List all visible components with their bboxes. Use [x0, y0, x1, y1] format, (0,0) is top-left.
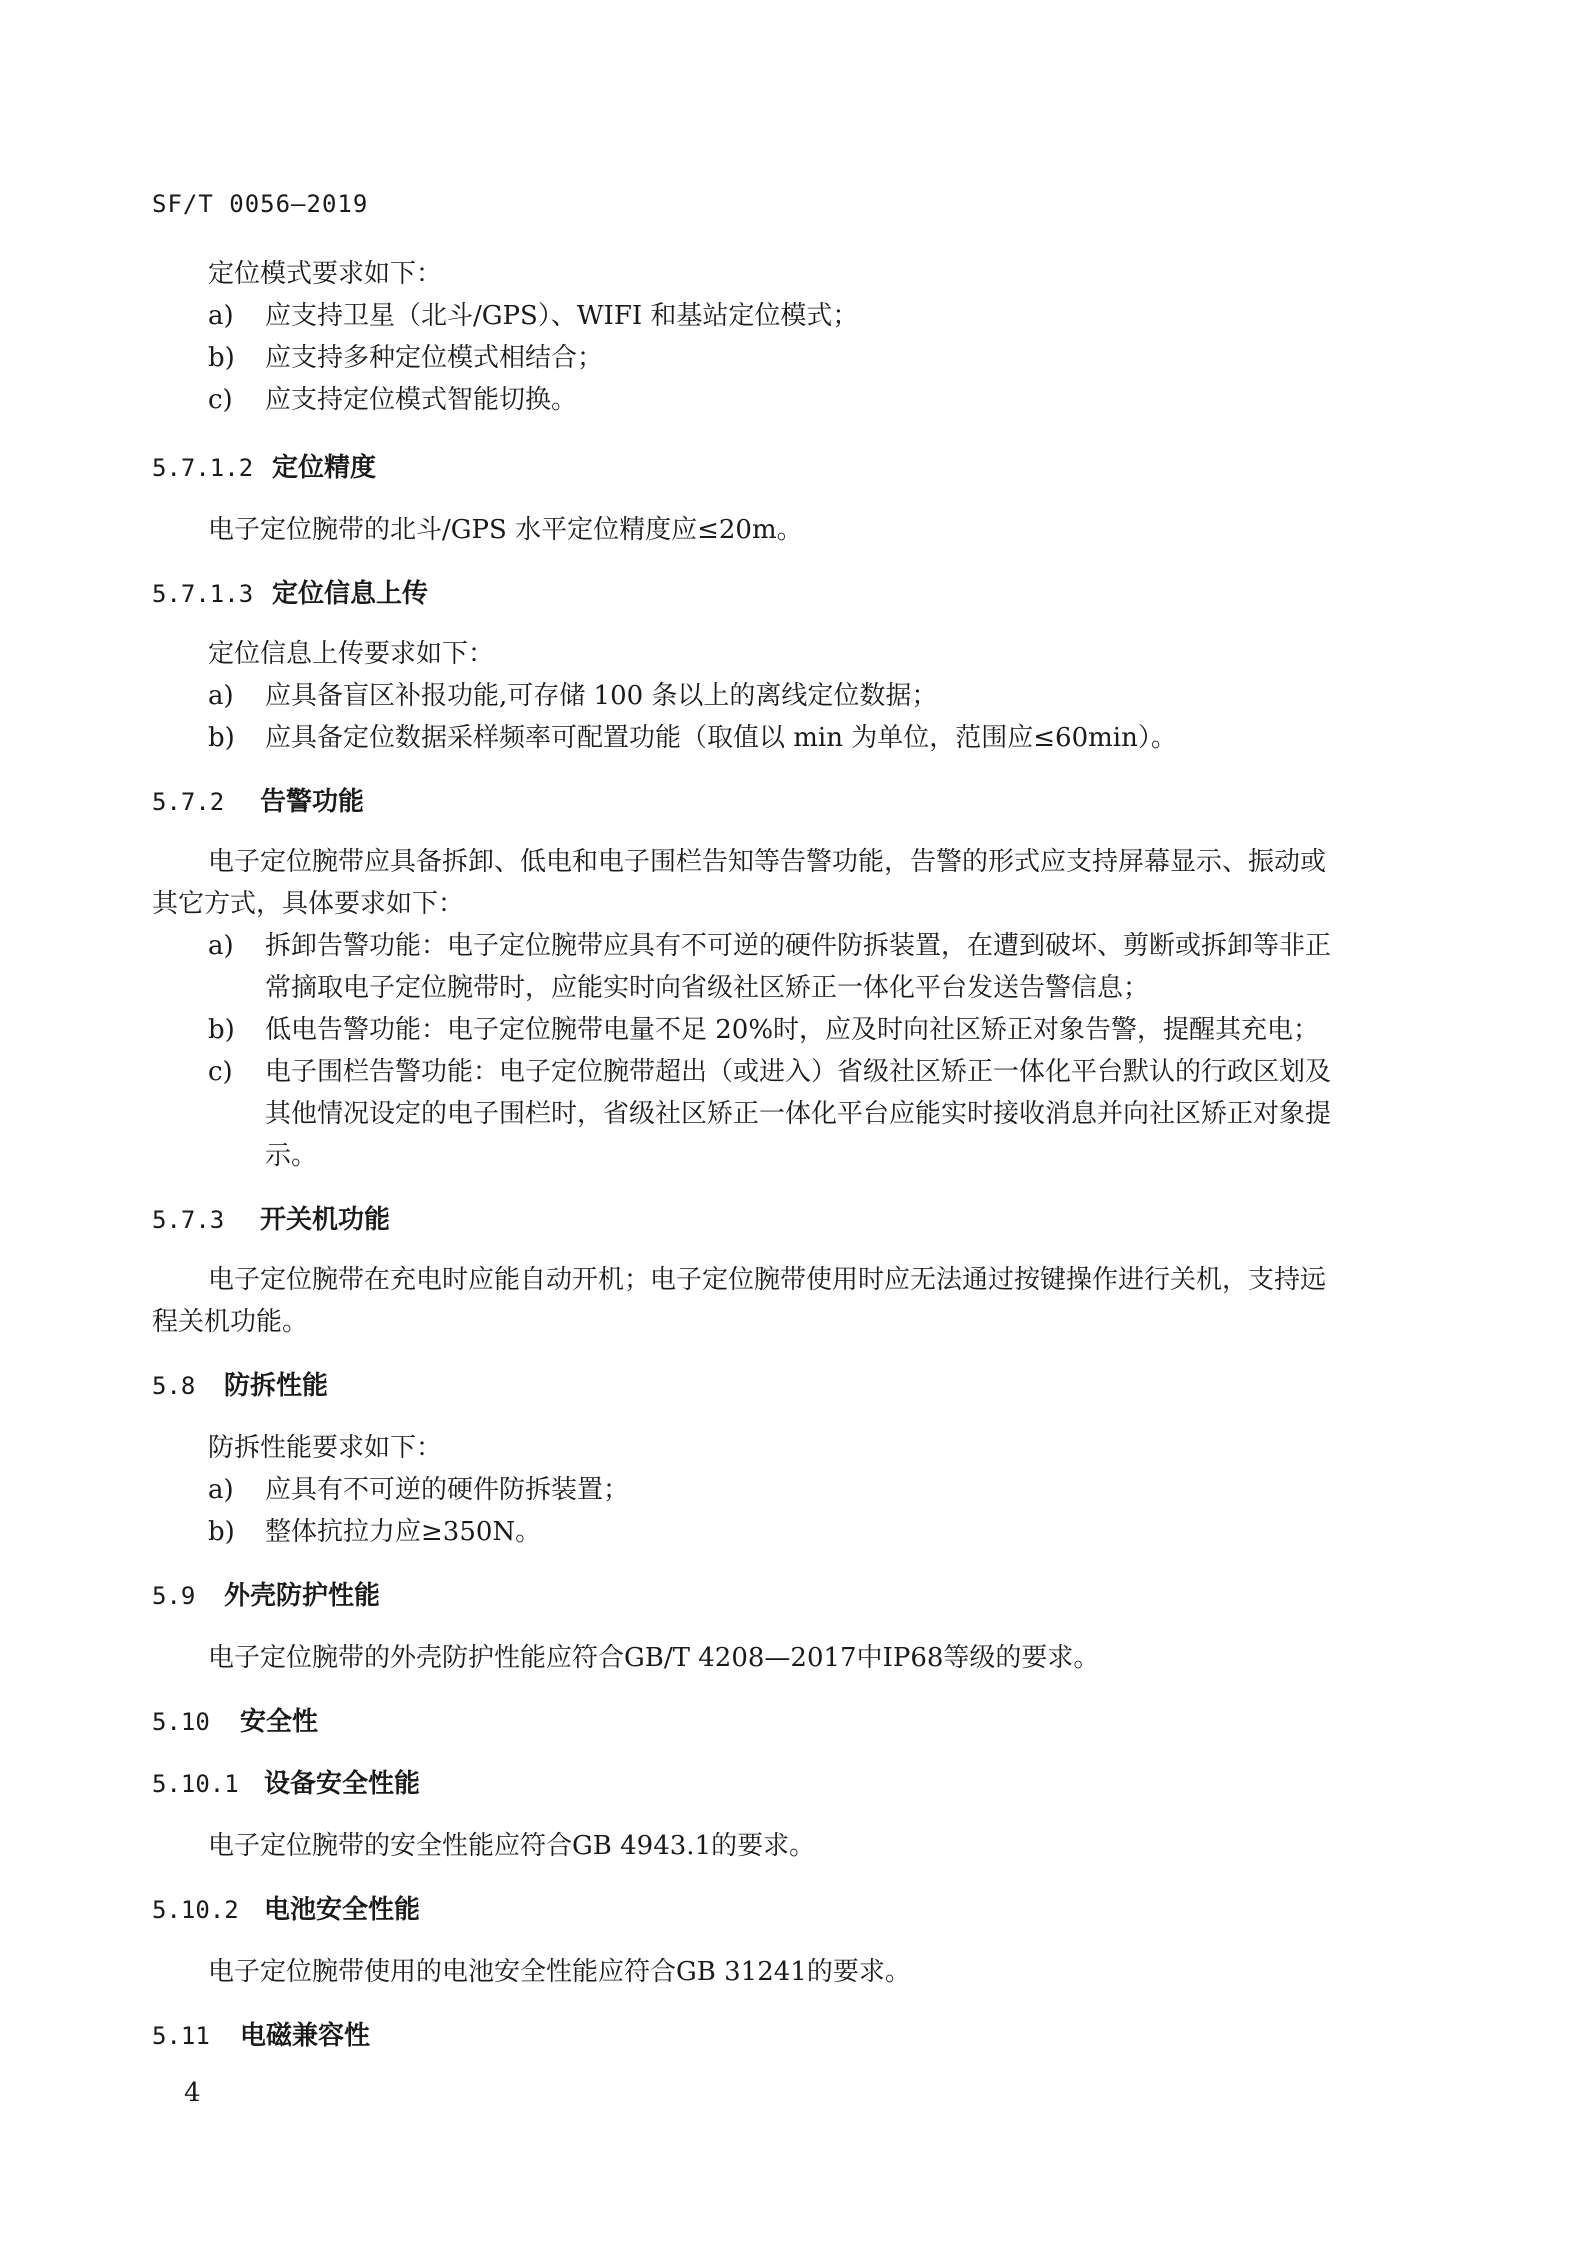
- section-number: 5.9: [152, 1582, 196, 1610]
- list-marker: b): [208, 343, 235, 373]
- list-text: 电子围栏告警功能：电子定位腕带超出（或进入）省级社区矫正一体化平台默认的行政区划及: [265, 1057, 1332, 1087]
- list-text-continued: 示。: [265, 1141, 318, 1171]
- list-item: [208, 300, 858, 332]
- paragraph: 电子定位腕带的北斗/GPS 水平定位精度应≤20m。: [208, 515, 803, 545]
- page-number: 4: [184, 2078, 201, 2108]
- list-text-continued: 常摘取电子定位腕带时，应能实时向省级社区矫正一体化平台发送告警信息；: [265, 973, 1150, 1003]
- list-item: [208, 680, 937, 712]
- paragraph: 定位信息上传要求如下：: [208, 639, 495, 669]
- list-text: 低电告警功能：电子定位腕带电量不足 20%时，应及时向社区矫正对象告警，提醒其充电；: [265, 1015, 1320, 1045]
- list-marker: a): [208, 1475, 234, 1505]
- list-item: [208, 1516, 541, 1548]
- section-number: 5.10.2: [152, 1896, 239, 1924]
- section-heading: [152, 786, 364, 818]
- section-number: 5.8: [152, 1372, 196, 1400]
- list-marker: b): [208, 1015, 235, 1045]
- intro-lead: 定位模式要求如下：: [208, 259, 443, 289]
- section-number: 5.10.1: [152, 1770, 239, 1798]
- list-marker: a): [208, 681, 234, 711]
- section-number: 5.10: [152, 1708, 210, 1736]
- section-title: 安全性: [240, 1707, 319, 1737]
- paragraph: 电子定位腕带的安全性能应符合GB 4943.1的要求。: [208, 1831, 816, 1861]
- list-item: [208, 930, 1331, 962]
- section-title: 电池安全性能: [264, 1895, 421, 1925]
- list-text: 应具备定位数据采样频率可配置功能（取值以 min 为单位，范围应≤60min）。: [265, 723, 1177, 753]
- section-number: 5.7.1.3: [152, 580, 254, 608]
- section-title: 开关机功能: [260, 1205, 391, 1235]
- list-text: 拆卸告警功能：电子定位腕带应具有不可逆的硬件防拆装置，在遭到破坏、剪断或拆卸等非正: [265, 931, 1332, 961]
- section-heading: [152, 2020, 370, 2052]
- list-text-continued: 其他情况设定的电子围栏时，省级社区矫正一体化平台应能实时接收消息并向社区矫正对象提: [265, 1099, 1332, 1129]
- paragraph: 电子定位腕带应具备拆卸、低电和电子围栏告知等告警功能，告警的形式应支持屏幕显示、振动或: [208, 847, 1327, 877]
- list-marker: b): [208, 1517, 235, 1547]
- list-marker: c): [208, 385, 233, 415]
- list-text: 应具备盲区补报功能,可存储 100 条以上的离线定位数据；: [265, 681, 938, 711]
- section-heading: [152, 578, 428, 610]
- list-text: 整体抗拉力应≥350N。: [265, 1517, 542, 1547]
- list-item: [208, 1474, 629, 1506]
- list-text: 应支持定位模式智能切换。: [265, 385, 578, 415]
- list-item: [208, 384, 577, 416]
- section-title: 定位信息上传: [272, 579, 429, 609]
- section-title: 防拆性能: [224, 1371, 329, 1401]
- section-heading: [152, 1894, 420, 1926]
- section-title: 设备安全性能: [264, 1769, 421, 1799]
- paragraph: 防拆性能要求如下：: [208, 1433, 443, 1463]
- list-item: [208, 722, 1177, 754]
- section-title: 外壳防护性能: [224, 1581, 381, 1611]
- section-title: 定位精度: [272, 453, 377, 483]
- list-marker: a): [208, 931, 234, 961]
- paragraph: 程关机功能。: [152, 1307, 309, 1337]
- list-marker: c): [208, 1057, 233, 1087]
- standard-code: SF/T 0056—2019: [152, 190, 369, 218]
- section-heading: [152, 1706, 318, 1738]
- list-text: 应支持卫星（北斗/GPS）、WIFI 和基站定位模式；: [265, 301, 859, 331]
- section-heading: [152, 1204, 390, 1236]
- list-item: [208, 1056, 1331, 1088]
- paragraph: 其它方式，具体要求如下：: [152, 889, 465, 919]
- section-title: 告警功能: [260, 787, 365, 817]
- list-marker: b): [208, 723, 235, 753]
- list-text: 应具有不可逆的硬件防拆装置；: [265, 1475, 630, 1505]
- list-text: 应支持多种定位模式相结合；: [265, 343, 604, 373]
- list-item: [208, 1014, 1319, 1046]
- section-title: 电磁兼容性: [240, 2021, 371, 2051]
- section-number: 5.11: [152, 2022, 210, 2050]
- paragraph: 电子定位腕带在充电时应能自动开机；电子定位腕带使用时应无法通过按键操作进行关机，支持远: [208, 1265, 1327, 1295]
- section-number: 5.7.3: [152, 1206, 225, 1234]
- list-marker: a): [208, 301, 234, 331]
- paragraph: 电子定位腕带使用的电池安全性能应符合GB 31241的要求。: [208, 1957, 911, 1987]
- section-heading: [152, 1580, 380, 1612]
- section-number: 5.7.2: [152, 788, 225, 816]
- list-item: [208, 342, 603, 374]
- section-heading: [152, 452, 376, 484]
- section-heading: [152, 1768, 420, 1800]
- section-heading: [152, 1370, 328, 1402]
- section-number: 5.7.1.2: [152, 454, 254, 482]
- paragraph: 电子定位腕带的外壳防护性能应符合GB/T 4208—2017中IP68等级的要求。: [208, 1643, 1100, 1673]
